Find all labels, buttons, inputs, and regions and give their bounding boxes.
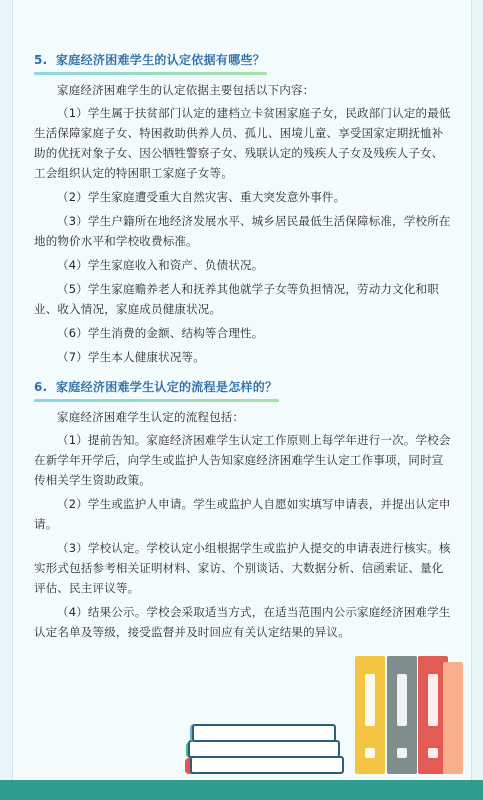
section-6-number: 6. (34, 380, 48, 394)
section-5-intro: 家庭经济困难学生的认定依据主要包括以下内容： (57, 83, 315, 97)
book-spine-label (428, 674, 438, 726)
book-spine-label (365, 674, 375, 726)
book-spine-label-bottom (365, 748, 375, 758)
book-white-3 (192, 724, 336, 742)
section-6-item-2: （2）学生或监护人申请。学生或监护人自愿如实填写申请表，并提出认定申请。 (34, 497, 451, 531)
base-strip (0, 780, 483, 800)
section-6-item-3: （3）学校认定。学校认定小组根据学生或监护人提交的申请表进行核实。核实形式包括参考相关证明材料、家访、个别谈话、大数据分析、信函索证、量化评估、民主评议等。 (34, 541, 451, 595)
section-5-item-1: （1）学生属于扶贫部门认定的建档立卡贫困家庭子女，民政部门认定的最低生活保障家庭子女、特困救助供养人员、孤儿、困境儿童、享受国家定期抚恤补助的优抚对象子女、因公牺牲警察子女、残联认定的残疾人子女及残疾人子女、工会组织认定的特困职工家庭子女等。 (34, 106, 451, 180)
document-page (34, 48, 454, 650)
section-5 (34, 48, 454, 367)
book-spine-label-bottom (397, 748, 407, 758)
standing-book-yellow (355, 656, 385, 774)
section-5-item-5: （5）学生家庭赡养老人和抚养其他就学子女等负担情况，劳动力文化和职业、收入情况，家庭成员健康状况。 (34, 282, 439, 316)
section-5-number: 5. (34, 53, 48, 67)
section-6-title (34, 375, 279, 401)
standing-book-orange (443, 662, 463, 774)
section-5-item-2: （2）学生家庭遭受重大自然灾害、重大突发意外事件。 (57, 190, 346, 204)
section-5-item-6: （6）学生消费的金额、结构等合理性。 (57, 326, 264, 340)
section-6-intro: 家庭经济困难学生认定的流程包括： (57, 410, 245, 424)
book-white-1 (190, 756, 344, 774)
section-5-item-4: （4）学生家庭收入和资产、负债状况。 (57, 258, 264, 272)
book-white-2 (188, 740, 340, 758)
section-6-item-4: （4）结果公示。学校会采取适当方式，在适当范围内公示家庭经济困难学生认定名单及等级，接受监督并及时回应有关认定结果的异议。 (34, 605, 451, 639)
standing-book-gray (387, 656, 417, 774)
section-6-item-1: （1）提前告知。家庭经济困难学生认定工作原则上每学年进行一次。学校会在新学年开学后，向学生或监护人告知家庭经济困难学生认定工作事项，同时宣传相关学生资助政策。 (34, 433, 451, 487)
section-5-item-3: （3）学生户籍所在地经济发展水平、城乡居民最低生活保障标准，学校所在地的物价水平和学校收费标准。 (34, 214, 451, 248)
section-5-title (34, 48, 267, 74)
books-illustration (0, 630, 483, 800)
section-6-heading: 家庭经济困难学生认定的流程是怎样的？ (56, 380, 278, 394)
section-6 (34, 375, 454, 642)
book-spine-label-bottom (428, 748, 438, 758)
section-5-item-7: （7）学生本人健康状况等。 (57, 350, 205, 364)
section-5-heading: 家庭经济困难学生的认定依据有哪些？ (56, 53, 266, 67)
book-spine-label (397, 674, 407, 726)
